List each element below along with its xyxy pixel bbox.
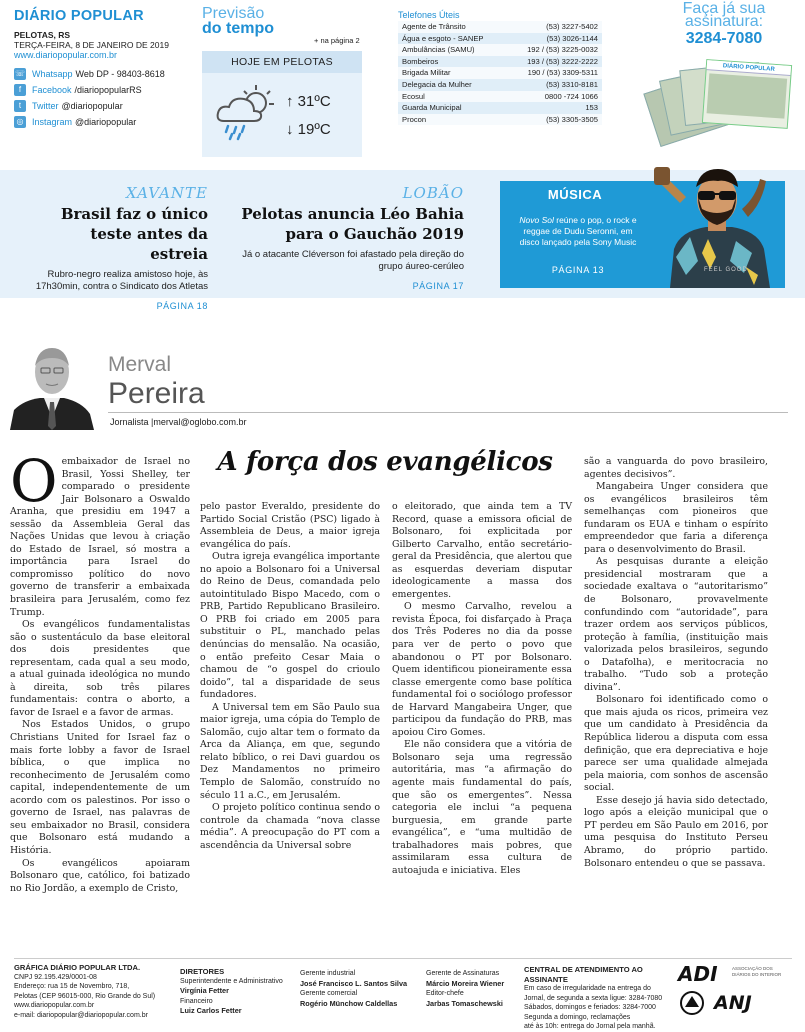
article-paragraph: Ele não considera que a vitória de Bolsonaro seja uma regressão autoritária, mas “a afirmação do agente mais fundamental do país, que são os emergentes”. Nessa categoria ele inclui “a pequena burguesia, em grande parte evangélica”, e “uma multidão de trabalhadores mais pobres, que assimilaram essa cultura de autoajuda e iniciativa. Eles (392, 739, 572, 876)
article-paragraph: Os evangélicos apoiaram Bolsonaro que, católico, foi batizado no Rio Jordão, a exemplo de Cristo, (10, 857, 190, 894)
edition-date: TERÇA-FEIRA, 8 DE JANEIRO DE 2019 (14, 40, 169, 50)
rain-cloud-sun-icon (214, 83, 276, 141)
arrow-up-icon: ↑ (286, 93, 294, 110)
footer-editors: Gerente de Assinaturas Márcio Moreira Wiener Editor-chefe Jarbas Tomaschewski (426, 970, 505, 1008)
phone-number: 192 / (53) 3225-0032 (527, 45, 598, 55)
contact-instagram[interactable]: ◎ Instagram @diariopopular (14, 114, 194, 130)
city: PELOTAS, RS (14, 30, 71, 40)
masthead (14, 8, 194, 130)
teasers-band (0, 170, 805, 311)
article-paragraph: Outra igreja evangélica importante no apoio a Bolsonaro foi a Universal do Reino de Deus, comandada pelo autointitulado Bispo Macedo, com o PRB, Partido Republicano Brasileiro. O PRB foi criado em 2005 para substituir o PL, manchado pelas denúncias do mensalão. Na ocasião, o então prefeito Cesar Maia o chamou de “o gospel do crioulo doido”, tal a disparidade de seus fundadores. (200, 551, 380, 701)
teaser-lobao[interactable] (236, 184, 464, 291)
whatsapp-icon: ☏ (14, 69, 25, 78)
phone-number: 190 / (53) 3309-5311 (527, 68, 598, 78)
phone-number: (53) 3026-1144 (546, 33, 598, 43)
teaser-kicker: LOBÃO (402, 184, 464, 202)
teaser-subtitle: Rubro-negro realiza amistoso hoje, às 17h30min, contra o Sindicato dos Atletas (35, 269, 208, 292)
phone-service-name: Delegacia da Mulher (402, 79, 472, 89)
contact-whatsapp[interactable]: ☏ Whatsapp Web DP - 98403-8618 (14, 69, 165, 79)
phone-service-name: Água e esgoto - SANEP (402, 33, 484, 43)
phones-list (398, 21, 602, 125)
phone-row (398, 102, 602, 114)
min-temperature: ↓ 19ºC (286, 121, 331, 138)
article-column-2 (200, 501, 380, 852)
columnist-byline: Jornalista |merval@oglobo.com.br (110, 417, 247, 427)
instagram-icon: ◎ (14, 116, 26, 128)
adi-logo: ADI ASSOCIAÇÃO DOS DIÁRIOS DO INTERIOR (678, 962, 782, 986)
phone-number: (53) 3305-3505 (546, 114, 598, 124)
article-paragraph: A Universal tem em São Paulo sua maior igreja, uma cópia do Templo de Salomão, cujo altar tem o formato da Arca da Aliança, em que, segundo relato bíblico, o rei Davi guardou os Dez Mandamentos no primeiro Templo de Salomão, construído no século 11 a.C., em Jerusalém. (200, 701, 380, 801)
contact-facebook[interactable]: f Facebook /diariopopularRS (14, 82, 194, 98)
weather-page-note: + na página 2 (314, 36, 360, 45)
teaser-page: PÁGINA 17 (412, 281, 464, 291)
phone-row (398, 67, 602, 79)
anj-logo: ANJ (678, 991, 778, 1019)
footer-service: CENTRAL DE ATENDIMENTO AO ASSINANTE Em caso de irregularidade na entrega do Jornal, de segunda a sexta ligue: 3284-7080 Sábados, domingos e feriados: 3284-7000 Segunda a domingo, reclamações até às 10h: entrega do Jornal pela manhã. (524, 965, 663, 1030)
article-paragraph: o eleitorado, que ainda tem a TV Record, quase a emissora oficial de Bolsonaro, foi explicitada por Gilberto Carvalho, então secretário-geral da Presidência, que alertou que as esquerdas deveriam disputar ideologicamente a massa dos emergentes. (392, 501, 572, 600)
phone-number: 153 (585, 103, 598, 113)
teaser-page: PÁGINA 18 (156, 301, 208, 311)
subscription-ad[interactable] (646, 0, 802, 73)
teaser-music[interactable] (500, 181, 785, 288)
phone-number: 193 / (53) 3222-2222 (527, 56, 598, 66)
article-paragraph: Nos Estados Unidos, o grupo Christians United for Israel faz o mais forte lobby a favor de Israel bíblica, o que implica no reconhecimento de Jerusalém como capital, independentemente de um acordo com os palestinos. Por isso o governo de Israel, nas palavras de seu embaixador no Brasil, considera que Bolsonaro está mudando a História. (10, 719, 190, 856)
phone-row (398, 114, 602, 126)
shirt-text: FEEL GOOD (704, 267, 748, 273)
article-paragraph: são a vanguarda do povo brasileiro, agentes decisivos”. (584, 456, 768, 480)
arrow-down-icon: ↓ (286, 121, 294, 138)
phone-row (398, 91, 602, 103)
article-column-1 (10, 447, 190, 895)
article-paragraph-text: embaixador de Israel no Brasil, Yossi Shelley, ter comparado o presidente Jair Bolsonaro a Oswaldo Aranha, que presidiu em 1947 a sessão da Assembleia Geral das Nações Unidas que levou à criação do Estado de Israel, só mostra a importância para Israel do compromisso político do novo governo de transferir a embaixada brasileira para Jerusalém, como fez Trump. (10, 456, 190, 618)
article-headline: A força dos evangélicos (217, 447, 553, 477)
anj-emblem-icon (680, 991, 704, 1015)
musician-photo (646, 157, 776, 288)
twitter-icon: t (14, 100, 26, 112)
facebook-icon: f (14, 84, 26, 96)
phone-service-name: Procon (402, 114, 427, 124)
article-paragraph (10, 447, 190, 619)
paper-name: DIÁRIO POPULAR (14, 8, 144, 24)
drop-cap: O (10, 447, 58, 515)
phone-row (398, 56, 602, 68)
newspaper-stack-image: DIÁRIO POPULAR (646, 52, 796, 162)
teaser-headline: Pelotas anuncia Léo Bahia para o Gauchão 2019 (241, 205, 464, 243)
article-paragraph: Esse desejo já havia sido detectado, logo após a eleição municipal que o PT perdeu em São Paulo em 2016, por uma pesquisa do Instituto Perseu Abramo, do próprio partido. Bolsonaro entendeu o que se passava. (584, 794, 768, 869)
footer-managers: Gerente industrial José Francisco L. Santos Silva Gerente comercial Rogério Münchow Caldellas (300, 970, 408, 1008)
teaser-headline: Brasil faz o único teste antes da estreia (60, 205, 208, 263)
phone-row (398, 79, 602, 91)
phones-title: Telefones Úteis (398, 10, 460, 20)
article-paragraph: O mesmo Carvalho, revelou a revista Época, foi disfarçado à Praça dos Três Poderes no dia da posse para ver de perto o povo que abandonou o PT por Bolsonaro. Quem identificou pioneiramente essa classe emergente como base política fundamental foi o sociólogo professor de Harvard Mangabeira Unger, que participou da fundação do PRB, mas apoiou Ciro Gomes. (392, 601, 572, 738)
company-name: GRÁFICA DIÁRIO POPULAR LTDA. (14, 963, 141, 972)
music-description: Novo Sol reúne o pop, o rock e reggae de Dudu Seronni, em disco lançado pela Sony Music (519, 215, 637, 247)
phone-row (398, 44, 602, 56)
weather-widget (202, 5, 362, 138)
teaser-kicker: XAVANTE (126, 184, 208, 202)
article-paragraph: pelo pastor Everaldo, presidente do Partido Social Cristão (PSC) ligado à Assembleia de Deus, a maior igreja evangélica do país. (200, 501, 380, 550)
article-paragraph: Os evangélicos fundamentalistas são o sustentáculo da base eleitoral dos dois presidentes que representam, cada qual a seu modo, a atual guinada ideológica no mundo à direita, sob três pilares fundamentais: contra o aborto, a favor de Israel e a favor de armas. (10, 619, 190, 718)
music-kicker: MÚSICA (547, 187, 603, 202)
phone-service-name: Brigada Militar (402, 68, 451, 78)
phone-row (398, 21, 602, 33)
columnist-last-name: Pereira (108, 377, 205, 410)
footer-directors: DIRETORES Superintendente e Administrativo Virgínia Fetter Financeiro Luiz Carlos Fetter (180, 967, 283, 1015)
useful-phones (398, 10, 602, 125)
phone-service-name: Guarda Municipal (402, 103, 462, 113)
article-paragraph: O projeto político continua sendo o controle da chamada “nova classe média”. A preocupação do PT com a ascendência da Universal sobre (200, 802, 380, 851)
columnist-divider (108, 412, 788, 413)
phone-service-name: Agente de Trânsito (402, 22, 466, 31)
columnist-first-name: Merval (108, 353, 172, 376)
article-column-4 (584, 456, 768, 870)
subscription-phone: 3284-7080 (685, 30, 763, 47)
article-paragraph: Mangabeira Unger considera que os evangélicos brasileiros têm semelhanças com pioneiros que fundaram os EUA e tinham o espírito empreendedor que faria a diferença para o desenvolvimento do Brasil. (584, 481, 768, 555)
article-paragraph: Bolsonaro foi identificado como o que mais ajuda os ricos, primeira vez que um candidato à Presidência da República liderou a disputa com essa definição, que era depreciativa e hoje parece ser uma qualidade almejada pela maioria, com sonhos de ascensão social. (584, 694, 768, 794)
article-column-3 (392, 501, 572, 877)
max-temperature: ↑ 31ºC (286, 93, 331, 110)
footer-company: GRÁFICA DIÁRIO POPULAR LTDA. CNPJ 92.195.429/0001-08 Endereço: rua 15 de Novembro, 718, Pelotas (CEP 96015-000, Rio Grande do Sul) www.diariopopular.com.br e-mail: diariopopular@diariopopular.com.br (14, 963, 174, 1020)
weather-title: Previsão do tempo (202, 5, 274, 37)
phone-number: 0800 -724 1066 (544, 91, 598, 101)
footer (14, 958, 792, 1030)
columnist-photo (10, 338, 94, 430)
weather-box-title: HOJE EM PELOTAS (202, 51, 362, 73)
music-page: PÁGINA 13 (551, 265, 605, 275)
weather-box (202, 51, 362, 157)
phone-service-name: Ecosul (402, 91, 425, 101)
phone-service-name: Bombeiros (402, 56, 439, 66)
phone-number: (53) 3227-5402 (546, 22, 598, 31)
phone-number: (53) 3310-8181 (546, 79, 598, 89)
teaser-xavante[interactable] (30, 184, 208, 311)
contact-twitter[interactable]: t Twitter @diariopopular (14, 98, 194, 114)
phone-service-name: Ambulâncias (SAMU) (402, 45, 475, 55)
subscription-text: Faça já sua assinatura: (682, 0, 766, 30)
teaser-subtitle: Já o atacante Cléverson foi afastado pela direção do grupo áureo-cerúleo (242, 249, 464, 272)
article-paragraph: As pesquisas durante a eleição presidencial mostraram que a sociedade exaltava o “autoritarismo” de Bolsonaro, provavelmente confundindo com “autoridade”, para trazer ordem aos serviços públicos, proteção à família, (instituição mais valorizada pelos brasileiros, segundo o Datafolha), e meritocracia no trabalho. “Tudo sob a proteção divina”. (584, 556, 768, 693)
website-link[interactable]: www.diariopopular.com.br (14, 50, 118, 60)
phone-row (398, 33, 602, 45)
